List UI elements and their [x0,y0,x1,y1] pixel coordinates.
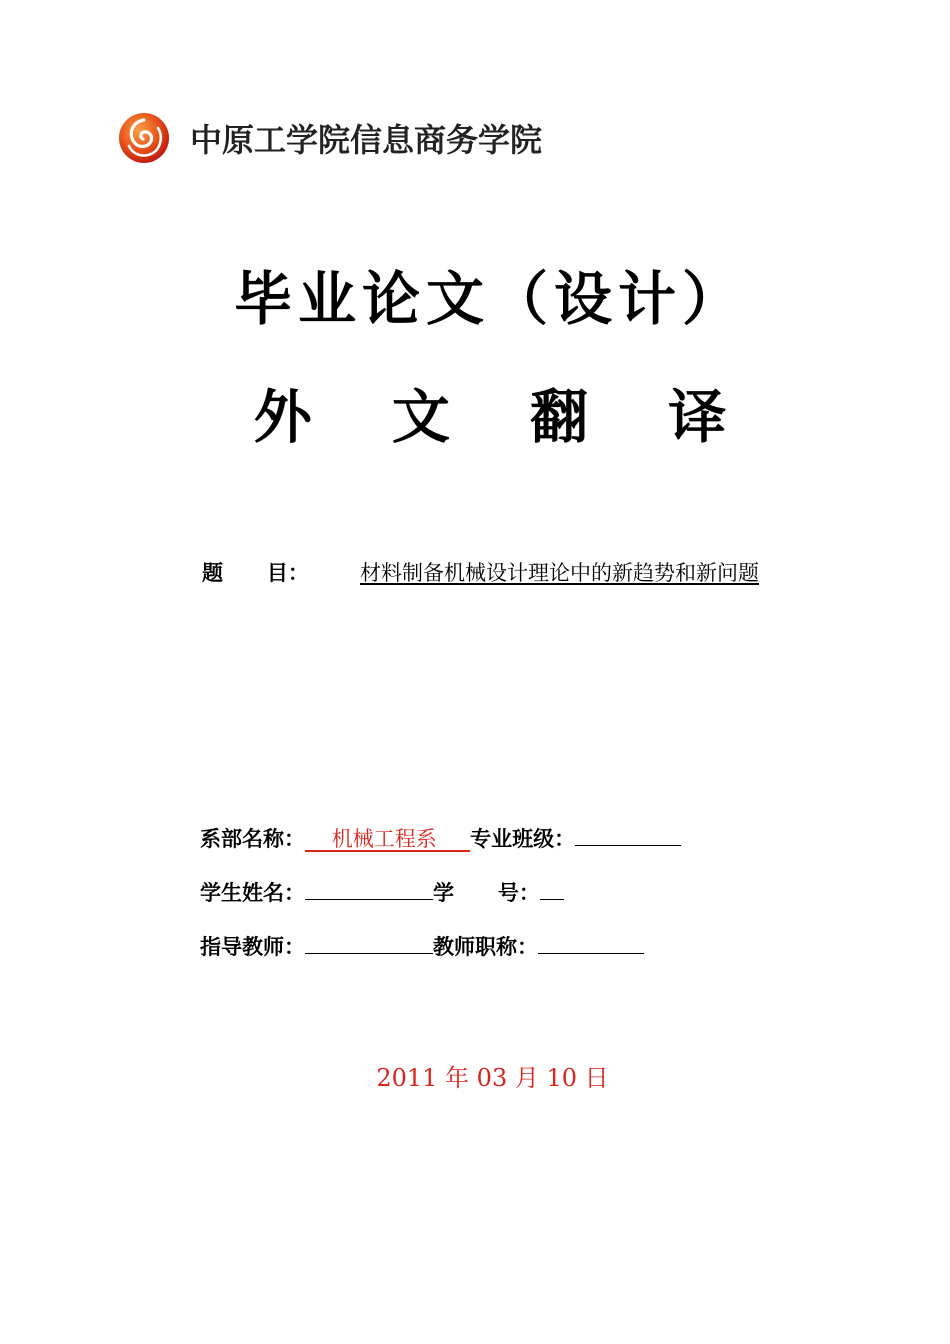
document-date: 2011 年 03 月 10 日 [376,1064,609,1092]
student-name-blank [305,898,433,900]
advisor-blank [305,952,433,954]
topic-value: 材料制备机械设计理论中的新趋势和新问题 [360,561,759,585]
department-value: 机械工程系 [305,827,471,851]
advisor-title-label: 教师职称： [433,934,538,959]
major-class-blank [575,844,681,846]
student-id-label: 学 号： [433,880,540,905]
student-name-label: 学生姓名： [200,880,305,905]
department-label: 系部名称： [200,826,305,851]
student-id-blank [540,898,564,900]
topic-row [202,557,759,587]
school-logo [118,112,542,164]
advisor-row [200,931,644,961]
student-row [200,877,564,907]
advisor-label: 指导教师： [200,934,305,959]
department-row [200,823,681,853]
document-title: 毕业论文（设计） [233,265,746,333]
school-emblem-icon [118,112,170,164]
school-name: 中原工学院信息商务学院 [190,121,543,159]
topic-label: 题 目： [202,560,309,585]
document-subtitle: 外 文 翻 译 [253,383,757,451]
major-class-label: 专业班级： [470,826,576,851]
advisor-title-blank [538,952,644,954]
